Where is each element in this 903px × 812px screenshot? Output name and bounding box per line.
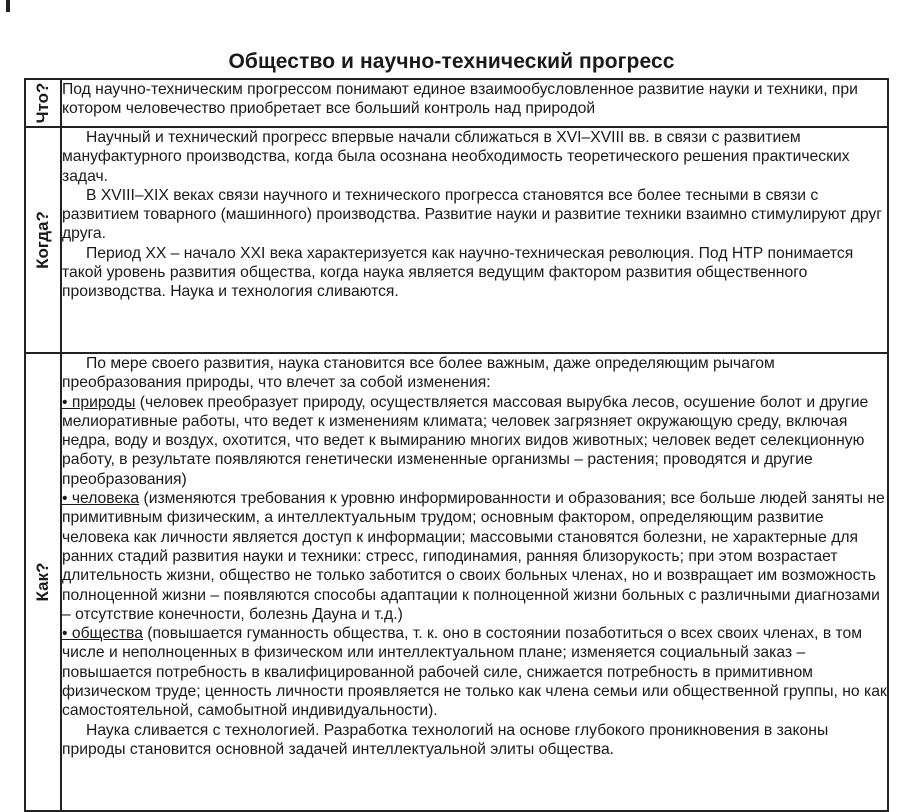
summary-table [24, 78, 889, 812]
bullet-text: (человек преобразует природу, осуществляется массовая вырубка лесов, осушение болот и другие мелиоративные работы, что ведет к изменениям климата; человек загрязняет окружающую среду, включая недра, воду и воздух, охотится, что ведет к вымиранию многих видов животных; человек ведет селекционную работу, в результате появляются генетически измененные организмы – растения; проводятся и другие преобразования) [62, 393, 869, 488]
question-label-what: Что? [33, 82, 52, 124]
row-how [25, 353, 888, 811]
page-title: Общество и научно-технический прогресс [228, 50, 675, 73]
answer-cell-when [61, 127, 888, 353]
answer-cell-what [61, 79, 888, 127]
bullet-item [62, 624, 887, 720]
definition-text: Под научно-техническим прогрессом понимают единое взаимообусловленное развитие науки и техники, при котором человечество приобретает все больший контроль над природой [62, 81, 858, 118]
question-cell-what [25, 79, 61, 127]
bullet-heading: • общества [62, 625, 143, 643]
bullet-item [62, 393, 887, 489]
bullet-text: (повышается гуманность общества, т. к. оно в состоянии позаботиться о всех своих членах, в том числе и неполноценных в физическом или интеллектуальном плане; изменяется социальный заказ – повышается потребность в квалифицированной рабочей силе, снижается потребность в примитивном физическом труде; ценность личности проявляется не только как члена семьи или общественной группы, но как самостоятельной, самобытной индивидуальности). [62, 625, 887, 720]
question-cell-how [25, 353, 61, 811]
bullet-heading: • человека [62, 490, 140, 508]
question-label-how: Как? [33, 562, 52, 602]
bullet-item [62, 489, 887, 624]
history-paragraph: Научный и технический прогресс впервые начали сближаться в XVI–XVIII вв. в связи с развитием мануфактурного производства, когда была осознана необходимость теоретического решения практических задач. [62, 129, 850, 185]
answer-cell-how [61, 353, 888, 811]
bullet-text: (изменяются требования к уровню информированности и образования; все больше людей заняты не примитивным физическим, а интеллектуальным трудом; основным фактором, определяющим развитие человека как личности является доступ к информации; массовыми становятся болезни, не характерные для ранних стадий развития науки и техники: стресс, гиподинамия, ранняя близорукость; при этом возрастает длительность жизни, общество не только заботится о своих больных членах, но и возвращает им возможность полноценной жизни – появляются способы адаптации к полноценной жизни больных с различными диагнозами – отсутствие конечности, болезнь Дауна и т.д.) [62, 490, 885, 623]
row-when [25, 127, 888, 353]
how-intro: По мере своего развития, наука становится все более важным, даже определяющим рычагом преобразования природы, что влечет за собой изменения: [62, 355, 775, 392]
how-outro: Наука сливается с технологией. Разработка технологий на основе глубокого проникновения в законы природы становится основной задачей интеллектуальной элиты общества. [62, 721, 829, 758]
bullet-heading: • природы [62, 393, 136, 411]
row-what [25, 79, 888, 127]
history-paragraph: В XVIII–XIX веках связи научного и технического прогресса становятся все более тесными в связи с развитием товарного (машинного) производства. Развитие науки и развитие техники взаимно стимулируют друг друга. [62, 186, 882, 243]
scan-mark [6, 0, 10, 12]
history-paragraph: Период XX – начало XXI века характеризуется как научно-техническая революция. Под НТР понимается такой уровень развития общества, когда наука является ведущим фактором развития общественного производства. Наука и технология сливаются. [62, 244, 854, 301]
question-label-when: Когда? [33, 211, 52, 269]
question-cell-when [25, 127, 61, 353]
